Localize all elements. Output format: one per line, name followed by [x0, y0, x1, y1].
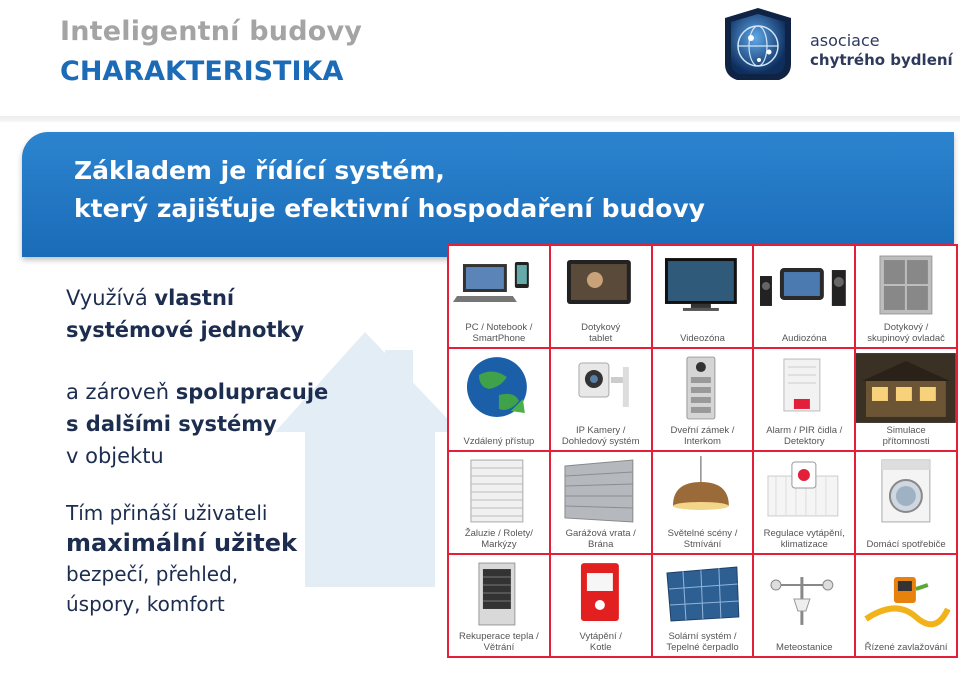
globe-icon: [449, 353, 549, 423]
grid-caption: [754, 425, 854, 447]
text-benefit: [66, 498, 297, 619]
lamp-icon: [653, 456, 753, 526]
intercom-icon: [653, 353, 753, 423]
grid-caption-line1: IP Kamery /: [575, 425, 626, 436]
grid-cell-solar-panel: [653, 555, 753, 656]
grid-caption-line2: klimatizace: [780, 539, 828, 550]
grid-caption-line1: Dveřní zámek /: [670, 425, 735, 436]
grid-caption: [754, 333, 854, 344]
grid-caption-line1: Řízené zavlažování: [864, 642, 948, 653]
text-cooperation: [66, 376, 328, 472]
grid-cell-tablet: [551, 246, 651, 347]
grid-cell-speakers: [754, 246, 854, 347]
tablet-icon: [551, 250, 651, 320]
text-fragment: v objektu: [66, 444, 164, 468]
grid-caption-line1: PC / Notebook /: [465, 322, 533, 333]
grid-cell-thermostat: [754, 452, 854, 553]
shield-logo-icon: [721, 6, 795, 86]
grid-caption: [754, 642, 854, 653]
grid-caption-line1: Meteostanice: [776, 642, 833, 653]
grid-caption: [551, 528, 651, 550]
grid-caption: [754, 528, 854, 550]
grid-caption-line2: Stmívání: [683, 539, 722, 550]
header: [0, 0, 960, 118]
text-fragment: Tím přináší uživateli: [66, 501, 268, 525]
text-emphasis: maximální užitek: [66, 529, 297, 557]
text-fragment: úspory, komfort: [66, 592, 225, 616]
page-title-top: Inteligentní budovy: [60, 16, 363, 47]
grid-caption-line2: tablet: [589, 333, 613, 344]
boiler-icon: [551, 559, 651, 629]
camera-icon: [551, 353, 651, 423]
grid-caption: [449, 322, 549, 344]
banner-line-2: který zajišťuje efektivní hospodaření budovy: [74, 194, 705, 223]
grid-cell-garage-door: [551, 452, 651, 553]
garage-door-icon: [551, 456, 651, 526]
logo-text-line2: chytrého bydlení: [810, 51, 953, 69]
grid-caption-line2: Větrání: [483, 642, 515, 653]
grid-caption-line1: Regulace vytápění,: [763, 528, 845, 539]
grid-caption: [551, 425, 651, 447]
grid-caption: [856, 425, 956, 447]
grid-caption-line1: Světelné scény /: [667, 528, 738, 539]
grid-caption: [653, 333, 753, 344]
grid-caption-line2: Tepelné čerpadlo: [666, 642, 739, 653]
grid-cell-weather-station: [754, 555, 854, 656]
grid-caption-line1: Vytápění /: [579, 631, 622, 642]
switch-panel-icon: [856, 250, 956, 320]
grid-caption: [856, 539, 956, 550]
grid-caption-line2: přítomnosti: [882, 436, 930, 447]
irrigation-icon: [856, 559, 956, 629]
grid-cell-tv: [653, 246, 753, 347]
headline-banner: [22, 132, 954, 257]
washing-machine-icon: [856, 456, 956, 526]
grid-caption-line1: Dotykový: [581, 322, 621, 333]
text-emphasis: systémové jednotky: [66, 318, 305, 342]
grid-caption-line1: Alarm / PIR čidla /: [766, 425, 843, 436]
grid-cell-camera: [551, 349, 651, 450]
thermostat-icon: [754, 456, 854, 526]
grid-caption: [856, 322, 956, 344]
grid-caption-line1: Videozóna: [680, 333, 725, 344]
grid-cell-lamp: [653, 452, 753, 553]
grid-cell-boiler: [551, 555, 651, 656]
grid-caption-line2: Dohledový systém: [561, 436, 640, 447]
grid-caption-line1: Audiozóna: [781, 333, 827, 344]
grid-caption-line2: Detektory: [783, 436, 825, 447]
grid-caption: [551, 631, 651, 653]
grid-caption: [449, 436, 549, 447]
grid-caption-line1: Simulace: [886, 425, 926, 436]
grid-caption: [856, 642, 956, 653]
text-emphasis: s dalšími systémy: [66, 412, 277, 436]
grid-caption-line2: SmartPhone: [472, 333, 526, 344]
text-emphasis: vlastní: [154, 286, 235, 310]
logo-text-line1: asociace: [810, 31, 880, 50]
systems-grid: [447, 244, 958, 658]
laptop-icon: [449, 250, 549, 320]
grid-caption-line1: Žaluzie / Rolety/: [464, 528, 533, 539]
grid-caption-line1: Garážová vrata /: [565, 528, 636, 539]
solar-panel-icon: [653, 559, 753, 629]
house-night-icon: [856, 353, 956, 423]
grid-caption-line2: Interkom: [684, 436, 721, 447]
tv-icon: [653, 250, 753, 320]
grid-cell-alarm: [754, 349, 854, 450]
grid-caption-line2: skupinový ovladač: [867, 333, 945, 344]
grid-caption-line1: Solární systém /: [668, 631, 737, 642]
grid-cell-ventilation: [449, 555, 549, 656]
grid-caption-line1: Domácí spotřebiče: [866, 539, 946, 550]
grid-caption-line2: Kotle: [589, 642, 612, 653]
grid-caption-line1: Vzdálený přístup: [463, 436, 535, 447]
grid-cell-switch-panel: [856, 246, 956, 347]
grid-caption: [449, 631, 549, 653]
text-fragment: bezpečí, přehled,: [66, 562, 239, 586]
text-fragment: a zároveň: [66, 380, 176, 404]
grid-cell-washing-machine: [856, 452, 956, 553]
grid-caption: [653, 425, 753, 447]
ventilation-icon: [449, 559, 549, 629]
text-fragment: Využívá: [66, 286, 155, 310]
speakers-icon: [754, 250, 854, 320]
text-own-units: [66, 282, 304, 346]
grid-caption: [653, 528, 753, 550]
grid-caption-line1: Rekuperace tepla /: [459, 631, 539, 642]
weather-station-icon: [754, 559, 854, 629]
grid-cell-blinds: [449, 452, 549, 553]
grid-caption-line2: Brána: [588, 539, 614, 550]
alarm-icon: [754, 353, 854, 423]
page-title: CHARAKTERISTIKA: [60, 56, 344, 87]
grid-caption-line2: Markýzy: [481, 539, 517, 550]
grid-cell-intercom: [653, 349, 753, 450]
grid-cell-globe: [449, 349, 549, 450]
banner-line-1: Základem je řídící systém,: [74, 156, 445, 185]
grid-caption: [551, 322, 651, 344]
grid-cell-laptop: [449, 246, 549, 347]
header-divider: [0, 116, 960, 122]
grid-cell-house-night: [856, 349, 956, 450]
grid-caption-line1: Dotykový /: [883, 322, 929, 333]
grid-caption: [449, 528, 549, 550]
blinds-icon: [449, 456, 549, 526]
grid-cell-irrigation: [856, 555, 956, 656]
grid-caption: [653, 631, 753, 653]
text-emphasis: spolupracuje: [175, 380, 329, 404]
